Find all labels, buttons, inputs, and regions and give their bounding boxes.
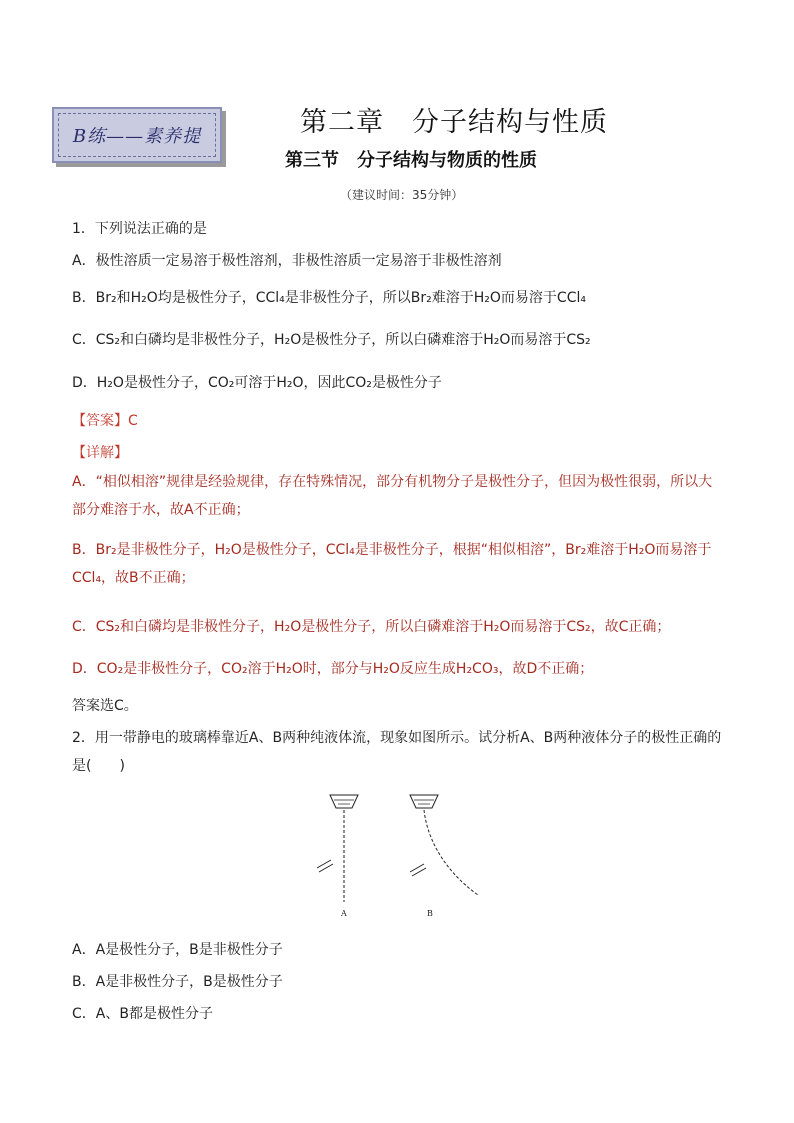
q1-detail-label: 【详解】 [72,445,128,461]
q2-option-c: C．A、B都是极性分子 [72,1006,213,1022]
section-badge [52,107,222,163]
section-title [285,146,537,172]
q1-option-c: C．CS₂和白磷均是非极性分子，H₂O是极性分子，所以白磷难溶于H₂O而易溶于CS₂ [72,332,591,348]
funnel-b [410,795,438,808]
chapter-title: 第二章 分子结构与性质 [300,107,608,138]
badge-label: B练——素养提 [72,126,202,147]
funnel-a [330,795,358,808]
liquid-stream-figure [300,790,500,920]
q2-stem: 2．用一带静电的玻璃棒靠近A、B两种纯液体流，现象如图所示。试分析A、B两种液体分子的极性正确的是( ) [72,730,722,774]
q1-option-d: D．H₂O是极性分子，CO₂可溶于H₂O，因此CO₂是极性分子 [72,375,442,391]
section-number: 第三节 [285,150,339,171]
figure-label-a: A [341,909,347,918]
q1-explain-c: C．CS₂和白磷均是非极性分子，H₂O是极性分子，所以白磷难溶于H₂O而易溶于CS₂，故C正确； [72,619,671,635]
q1-option-b: B．Br₂和H₂O均是极性分子，CCl₄是非极性分子，所以Br₂难溶于H₂O而易溶于CCl₄ [72,290,586,306]
q1-explain-b: B．Br₂是非极性分子，H₂O是极性分子，CCl₄是非极性分子，根据“相似相溶”，Br₂难溶于H₂O而易溶于CCl₄，故B不正确； [72,542,712,586]
badge-frame [58,113,216,157]
q1-answer: 【答案】C [72,413,138,429]
q1-explain-d: D．CO₂是非极性分子，CO₂溶于H₂O时，部分与H₂O反应生成H₂CO₃，故D不正确； [72,661,594,677]
glass-rod-a [317,860,333,872]
q1-option-a: A．极性溶质一定易溶于极性溶剂，非极性溶质一定易溶于非极性溶剂 [72,253,502,269]
suggested-time: （建议时间：35分钟） [340,188,464,202]
glass-rod-b [410,864,426,876]
q1-conclusion: 答案选C。 [72,698,138,714]
figure-label-b: B [427,909,433,918]
q1-stem: 1．下列说法正确的是 [72,221,207,237]
q2-option-b: B．A是非极性分子，B是极性分子 [72,974,283,990]
q1-explain-a: A．“相似相溶”规律是经验规律，存在特殊情况，部分有机物分子是极性分子，但因为极性很弱，所以大部分难溶于水，故A不正确； [72,474,713,518]
q2-option-a: A．A是极性分子，B是非极性分子 [72,942,283,958]
section-name: 分子结构与物质的性质 [357,150,537,171]
stream-b [424,810,478,895]
